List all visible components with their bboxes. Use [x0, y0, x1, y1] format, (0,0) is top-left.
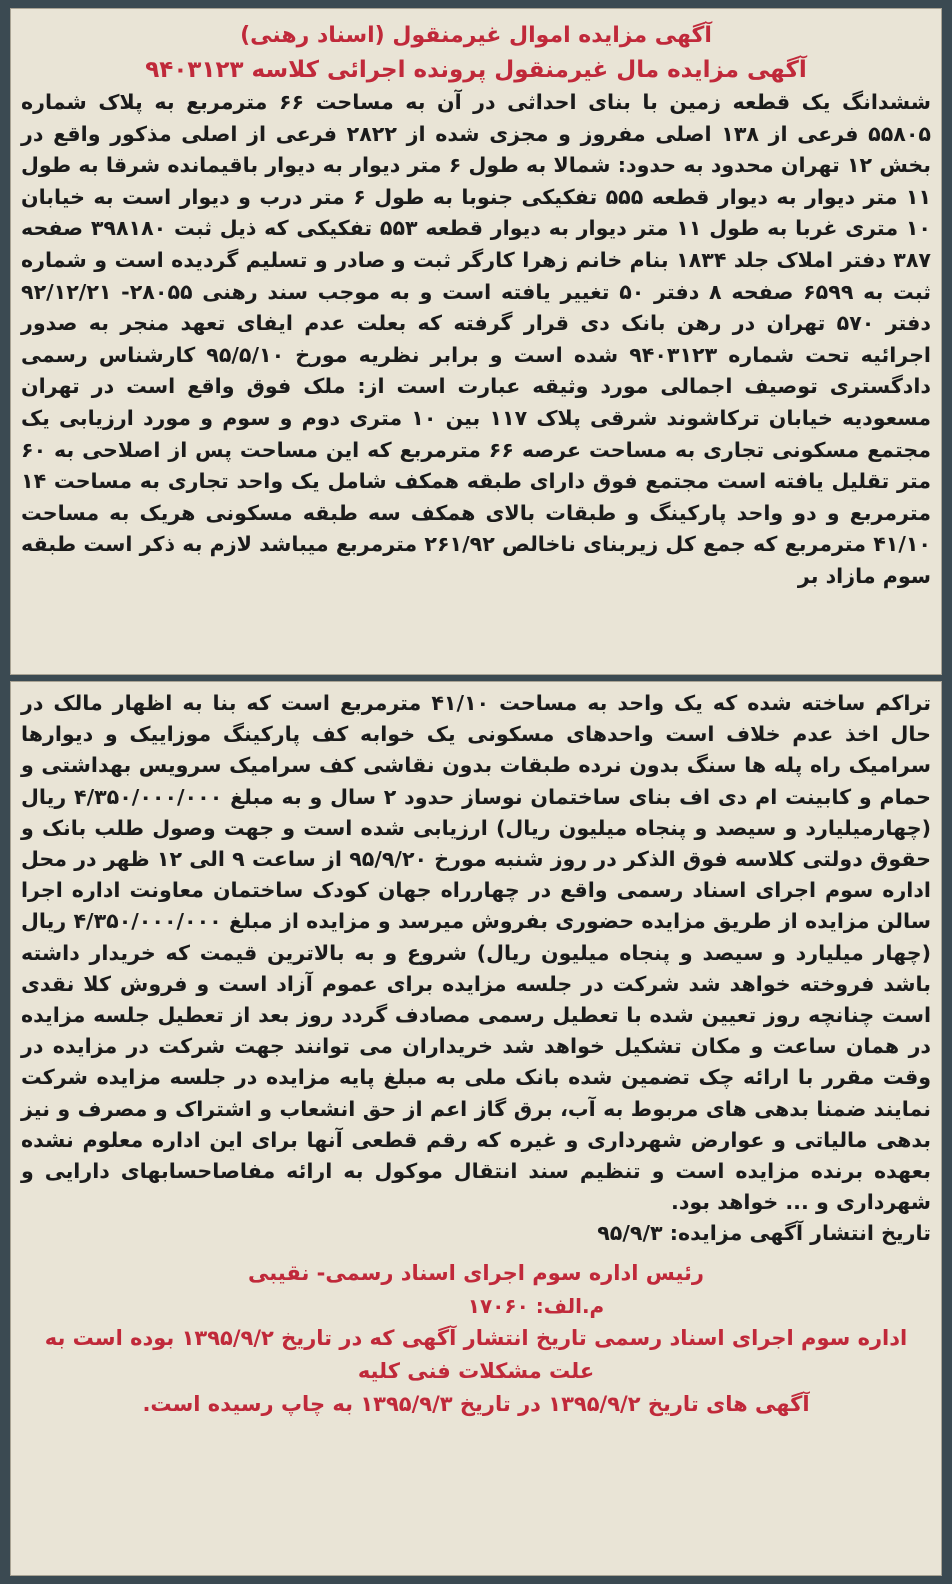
ad-subtitle: آگهی مزایده مال غیرمنقول پرونده اجرائی کلاسه ۹۴۰۳۱۲۳ [145, 57, 807, 83]
signatory: رئیس اداره سوم اجرای اسناد رسمی- نقیبی [247, 1261, 705, 1286]
publish-date: تاریخ انتشار آگهی مزایده: ۹۵/۹/۳ [597, 1221, 931, 1246]
clipping-bottom [10, 681, 942, 1576]
reference-code: م.الف: ۱۷۰۶۰ [467, 1294, 605, 1319]
correction-notice-line-1: اداره سوم اجرای اسناد رسمی تاریخ انتشار آگهی که در تاریخ ۱۳۹۵/۹/۲ بوده است به علت مشکلات فنی کلیه [44, 1326, 908, 1384]
ad-body-part-2: تراکم ساخته شده که یک واحد به مساحت ۴۱/۱۰ مترمربع است که بنا به اظهار مالک در حال اخذ عدم خلاف است واحدهای مسکونی یک خوابه کف پارکینگ موزاییک و دیوارها سرامیک راه پله ها سنگ بدون نرده طبقات بدون نقاشی کف سرامیک سرویس بهداشتی و حمام و کابینت ام دی اف بنای ساختمان نوساز حدود ۲ سال و به مبلغ ۴/۳۵۰/۰۰۰/۰۰۰ ریال (چهارمیلیارد و سیصد و پنجاه میلیون ریال) ارزیابی شده است و جهت وصول طلب بانک و حقوق دولتی کلاسه فوق الذکر در روز شنبه مورخ ۹۵/۹/۲۰ از ساعت ۹ الی ۱۲ ظهر در محل اداره سوم اجرای اسناد رسمی واقع در چهارراه جهان کودک ساختمان معاونت اداره اجرا سالن مزایده از طریق مزایده حضوری بفروش میرسد و مزایده از مبلغ ۴/۳۵۰/۰۰۰/۰۰۰ ریال (چهار میلیارد و سیصد و پنجاه میلیون ریال) شروع و به بالاترین قیمت که خریدار داشته باشد فروخته خواهد شد شرکت در جلسه مزایده برای عموم آزاد است و فروش کلا نقدی است چنانچه روز تعیین شده با تعطیل رسمی مصادف گردد روز بعد از تعطیل جلسه مزایده در همان ساعت و مکان تشکیل خواهد شد خریداران می توانند جهت شرکت در مزایده در وقت مقرر با ارائه چک تضمین شده بانک ملی به مبلغ پایه مزایده در جلسه مزایده شرکت نمایند ضمنا بدهی های مربوط به آب، برق گاز اعم از حق انشعاب و اشتراک و مصرف و نیز بدهی مالیاتی و عوارض شهرداری و غیره که رقم قطعی آنها برای این اداره معلوم نشده بعهده برنده مزایده است و تنظیم سند انتقال موکول به ارائه مفاصاحسابهای دارایی و شهرداری و ... خواهد بود. [21, 691, 932, 1215]
ad-title: آگهی مزایده اموال غیرمنقول (اسناد رهنی) [240, 23, 712, 48]
ad-body-part-1: ششدانگ یک قطعه زمین با بنای احداثی در آن به مساحت ۶۶ مترمربع به پلاک شماره ۵۵۸۰۵ فرعی از ۱۳۸ اصلی مفروز و مجزی شده از ۲۸۲۲ فرعی از اصلی مذکور واقع در بخش ۱۲ تهران محدود به حدود: شمالا به طول ۶ متر دیوار به دیوار باقیمانده شرقا به طول ۱۱ متر دیوار به دیوار قطعه ۵۵۵ تفکیکی جنوبا به طول ۶ متر درب و دیوار است به خیابان ۱۰ متری غربا به طول ۱۱ متر دیوار به دیوار قطعه ۵۵۳ تفکیکی که ذیل ثبت ۳۹۸۱۸۰ صفحه ۳۸۷ دفتر املاک جلد ۱۸۳۴ بنام خانم زهرا کارگر ثبت و صادر و تسلیم گردیده است و شماره ثبت به ۶۵۹۹ صفحه ۸ دفتر ۵۰ تغییر یافته است و به موجب سند رهنی ۲۸۰۵۵- ۹۲/۱۲/۲۱ دفتر ۵۷۰ تهران در رهن بانک دی قرار گرفته که بعلت عدم ایفای تعهد منجر به صدور اجرائیه تحت شماره ۹۴۰۳۱۲۳ شده است و برابر نظریه مورخ ۹۵/۵/۱۰ کارشناس رسمی دادگستری توصیف اجمالی مورد وثیقه عبارت است از: ملک فوق واقع است در تهران مسعودیه خیابان ترکاشوند شرقی پلاک ۱۱۷ بین ۱۰ متری دوم و سوم و مورد ارزیابی یک مجتمع مسکونی تجاری به مساحت عرصه ۶۶ مترمربع که این مساحت پس از اصلاحی به ۶۰ متر تقلیل یافته است مجتمع فوق دارای طبقه همکف شامل یک واحد تجاری به مساحت ۱۴ مترمربع و دو واحد پارکینگ و طبقات بالای همکف سه طبقه مسکونی هریک به مساحت ۴۱/۱۰ مترمربع که جمع کل زیربنای ناخالص ۲۶۱/۹۲ مترمربع میباشد لازم به ذکر است طبقه سوم مازاد بر [21, 90, 932, 588]
correction-notice-line-2: آگهی های تاریخ ۱۳۹۵/۹/۲ در تاریخ ۱۳۹۵/۹/۳ به چاپ رسیده است. [142, 1392, 810, 1417]
clipping-top [10, 8, 942, 675]
